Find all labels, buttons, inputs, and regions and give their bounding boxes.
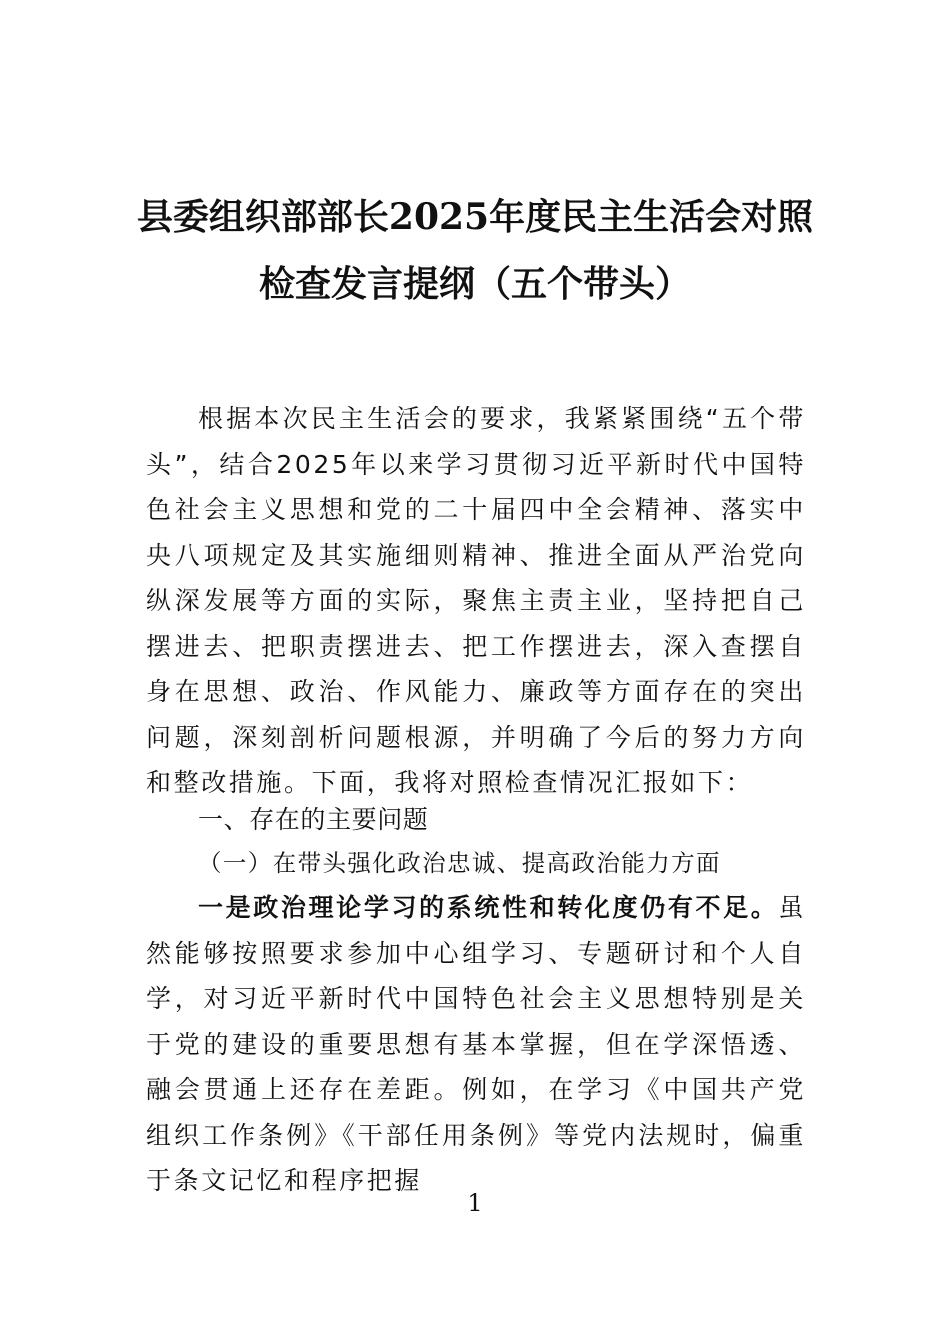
document-title-line-1: 县委组织部部长2025年度民主生活会对照	[136, 196, 814, 238]
point-body-text: 虽然能够按照要求参加中心组学习、专题研讨和个人自学，对习近平新时代中国特色社会主义思想特别是关于党的建设的重要思想有基本掌握，但在学深悟透、融会贯通上还存在差距。例如，在学习《中国共产党组织工作条例》《干部任用条例》等党内法规时，偏重于条文记忆和程序把握	[146, 893, 806, 1195]
page-number: 1	[467, 1189, 483, 1217]
section-heading: 一、存在的主要问题	[198, 805, 429, 834]
point-paragraph	[146, 885, 806, 1204]
point-lead-sentence: 一是政治理论学习的系统性和转化度仍有不足。	[198, 893, 779, 922]
intro-paragraph: 根据本次民主生活会的要求，我紧紧围绕“五个带头”，结合2025年以来学习贯彻习近平新时代中国特色社会主义思想和党的二十届四中全会精神、落实中央八项规定及其实施细则精神、推进全面从严治党向纵深发展等方面的实际，聚焦主责主业，坚持把自己摆进去、把职责摆进去、把工作摆进去，深入查摆自身在思想、政治、作风能力、廉政等方面存在的突出问题，深刻剖析问题根源，并明确了今后的努力方向和整改措施。下面，我将对照检查情况汇报如下：	[146, 404, 806, 797]
document-title-line-2: 检查发言提纲（五个带头）	[258, 263, 691, 305]
subsection-heading: （一）在带头强化政治忠诚、提高政治能力方面	[198, 849, 721, 877]
